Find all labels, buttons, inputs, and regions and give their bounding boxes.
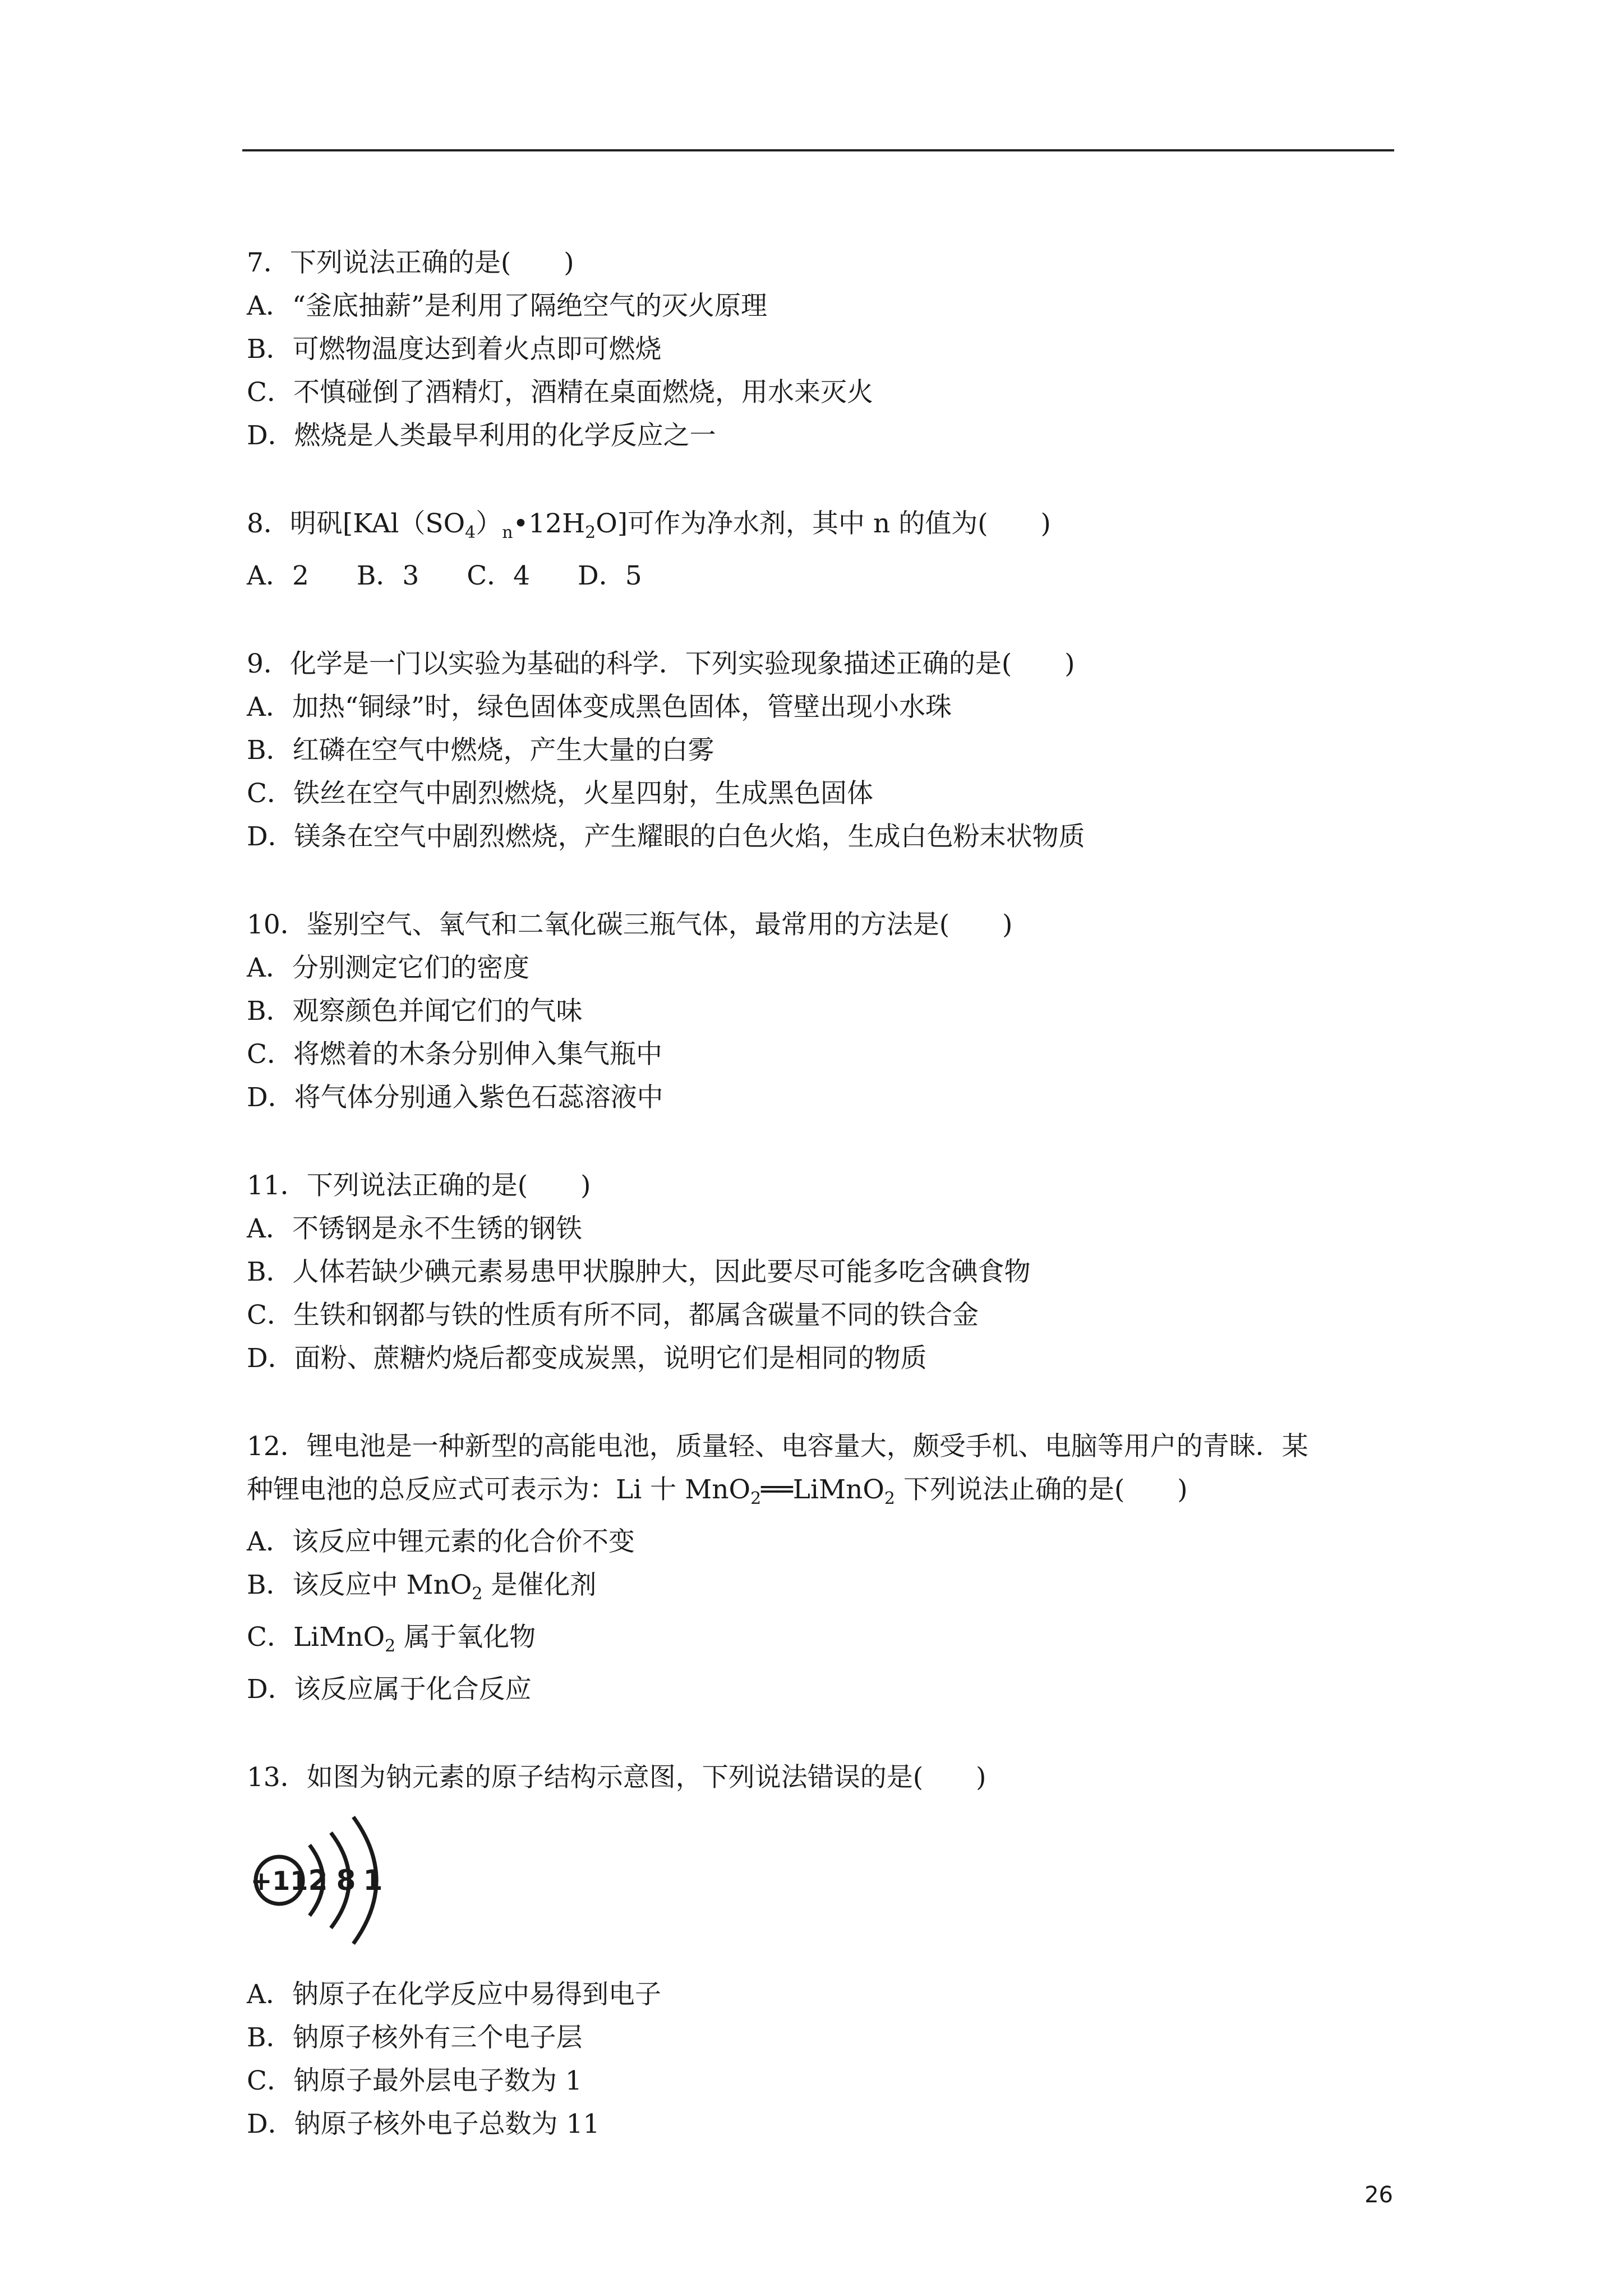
option-a: A．加热“铜绿”时，绿色固体变成黑色固体，管壁出现小水珠: [247, 692, 952, 723]
header-rule: [242, 149, 1394, 151]
question-list: [247, 241, 1402, 2191]
option-b: B．观察颜色并闻它们的气味: [247, 996, 583, 1027]
option-c: C．不慎碰倒了酒精灯，酒精在桌面燃烧，用水来灭火: [247, 377, 873, 408]
question-12: [247, 1425, 1402, 1711]
question-stem-line-1: 12．锂电池是一种新型的高能电池，质量轻、电容量大，颇受手机、电脑等用户的青睐．某: [247, 1431, 1308, 1462]
option-a: A．该反应中锂元素的化合价不变: [247, 1526, 635, 1557]
option-b: B．钠原子核外有三个电子层: [247, 2022, 583, 2053]
question-stem: 8．明矾$[KAl(SO_4)_n•12H_2O]$可作为净水剂，其中 n 的值为( ): [247, 508, 1051, 542]
atom-structure-svg: [247, 1805, 426, 1956]
option-b: B．人体若缺少碘元素易患甲状腺肿大，因此要尽可能多吃含碘食物: [247, 1257, 1031, 1287]
option-d: D．5: [578, 560, 642, 591]
sodium-atom-diagram: [247, 1805, 1402, 1956]
option-d: D．该反应属于化合反应: [247, 1674, 532, 1705]
option-a: A．分别测定它们的密度: [247, 953, 529, 983]
nucleus-charge: +11: [250, 1866, 308, 1896]
option-d: D．镁条在空气中剧烈燃烧，产生耀眼的白色火焰，生成白色粉末状物质: [247, 821, 1085, 852]
question-stem: 11．下列说法正确的是( ): [247, 1170, 591, 1201]
option-b: B．红磷在空气中燃烧，产生大量的白雾: [247, 735, 714, 766]
question-13: [247, 1756, 1402, 2146]
option-c: C．LiMnO$_2$ 属于氧化物: [247, 1622, 536, 1656]
page-number: 26: [1364, 2182, 1393, 2208]
option-a: A．2: [247, 560, 309, 591]
question-11: [247, 1164, 1402, 1380]
option-b: B．该反应中 MnO$_2$ 是催化剂: [247, 1570, 597, 1604]
question-stem: 7．下列说法正确的是( ): [247, 247, 574, 278]
option-b: B．3: [356, 560, 419, 591]
option-c: C．将燃着的木条分别伸入集气瓶中: [247, 1039, 662, 1070]
shell-2-electrons: 8: [336, 1864, 356, 1897]
option-a: A．不锈钢是永不生锈的钢铁: [247, 1213, 582, 1244]
question-stem: 10．鉴别空气、氧气和二氧化碳三瓶气体，最常用的方法是( ): [247, 909, 1013, 940]
option-c: C．4: [467, 560, 531, 591]
question-10: [247, 903, 1402, 1119]
option-a: A．“釜底抽薪”是利用了隔绝空气的灭火原理: [247, 291, 767, 321]
shell-1-electrons: 2: [308, 1864, 328, 1897]
question-stem: 13．如图为钠元素的原子结构示意图，下列说法错误的是( ): [247, 1762, 986, 1793]
question-8: [247, 502, 1402, 597]
option-b: B．可燃物温度达到着火点即可燃烧: [247, 334, 662, 365]
question-stem: 9．化学是一门以实验为基础的科学．下列实验现象描述正确的是( ): [247, 648, 1075, 679]
option-c: C．铁丝在空气中剧烈燃烧，火星四射，生成黑色固体: [247, 778, 873, 809]
option-c: C．生铁和钢都与铁的性质有所不同，都属含碳量不同的铁合金: [247, 1300, 979, 1331]
option-a: A．钠原子在化学反应中易得到电子: [247, 1979, 661, 2010]
option-d: D．面粉、蔗糖灼烧后都变成炭黑，说明它们是相同的物质: [247, 1343, 927, 1374]
option-d: D．将气体分别通入紫色石蕊溶液中: [247, 1082, 663, 1113]
question-stem-line-2: 种锂电池的总反应式可表示为：Li 十 MnO$_2$══LiMnO$_2$ 下列说法止确的是( ): [247, 1474, 1188, 1508]
shell-3-electrons: 1: [363, 1864, 383, 1897]
question-7: [247, 241, 1402, 457]
option-row: [247, 554, 1402, 597]
option-d: D．钠原子核外电子总数为 11: [247, 2109, 600, 2139]
option-d: D．燃烧是人类最早利用的化学反应之一: [247, 420, 716, 451]
question-9: [247, 642, 1402, 858]
option-c: C．钠原子最外层电子数为 1: [247, 2065, 582, 2096]
